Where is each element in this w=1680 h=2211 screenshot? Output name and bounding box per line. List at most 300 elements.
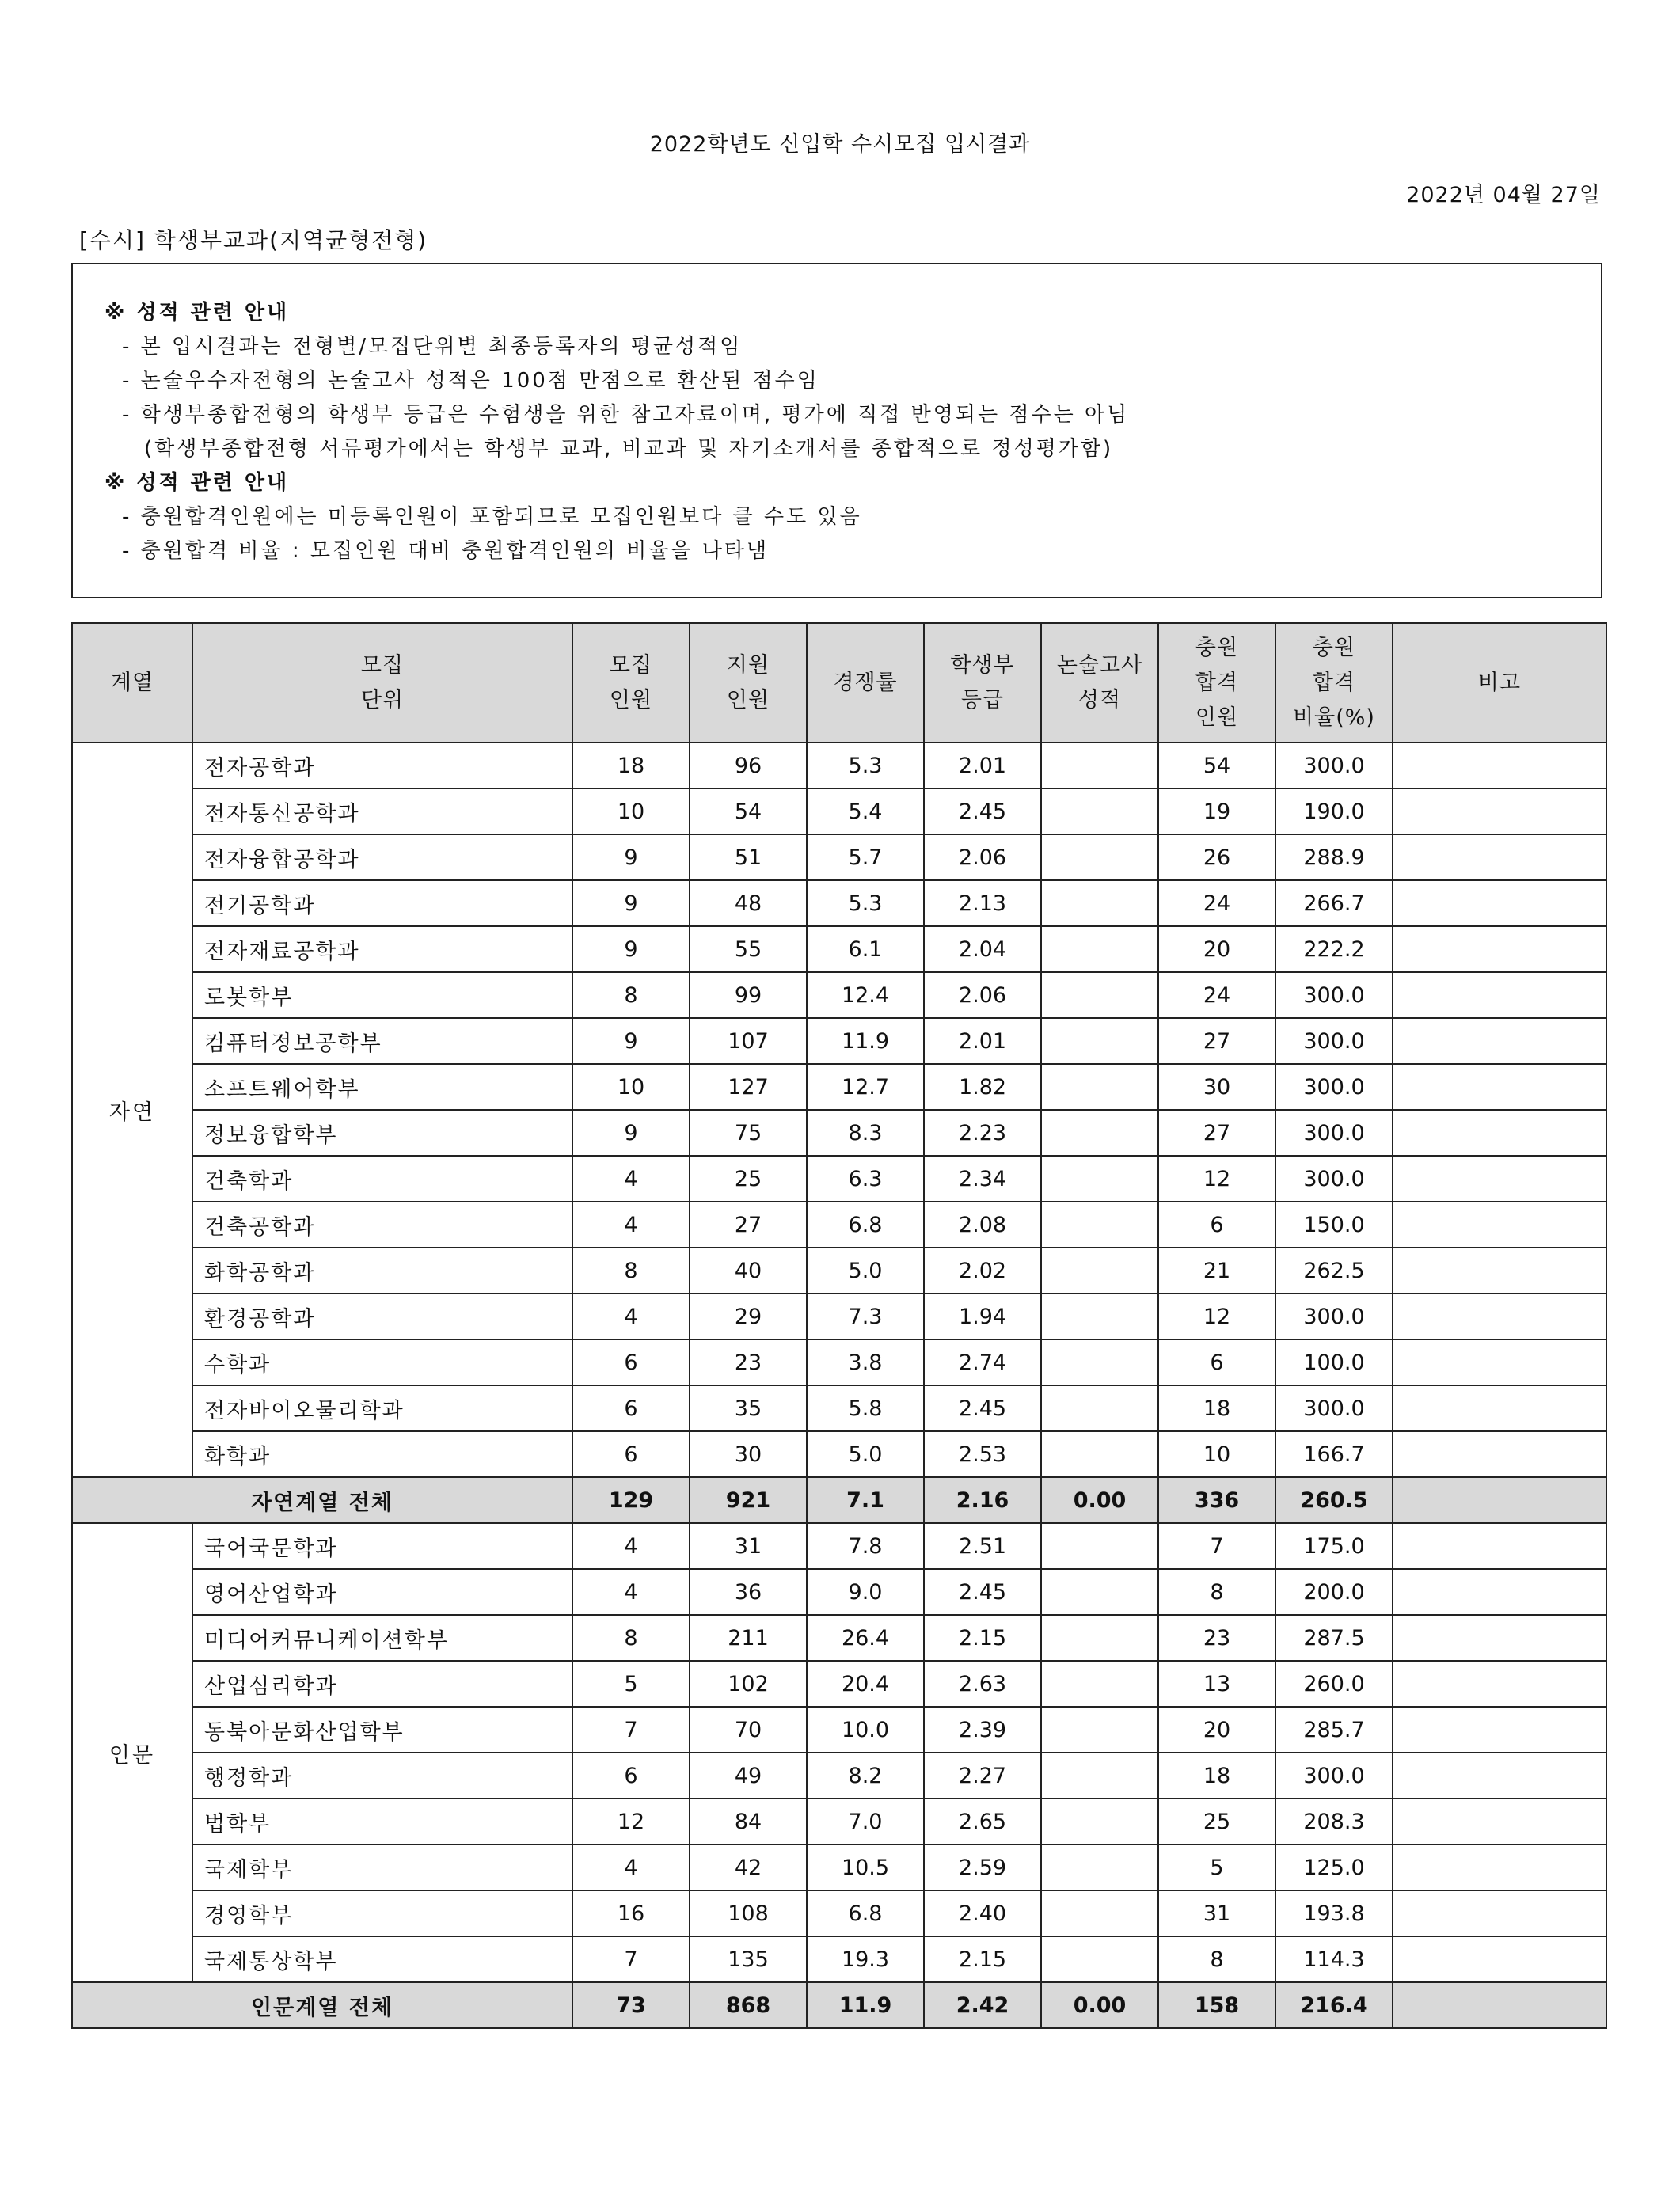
grade-cell: 2.59: [924, 1844, 1041, 1890]
applicants-cell: 31: [690, 1523, 807, 1569]
dept-cell: 전자융합공학과: [192, 834, 572, 880]
grade-cell: 2.08: [924, 1202, 1041, 1248]
ratio-cell: 266.7: [1275, 880, 1393, 926]
table-header-row: [72, 623, 1606, 743]
applicants-cell: 54: [690, 788, 807, 834]
rate-cell: 6.8: [807, 1890, 924, 1936]
dept-cell: 산업심리학과: [192, 1661, 572, 1707]
note-cell: [1393, 834, 1606, 880]
essay-cell: [1041, 1248, 1158, 1294]
note-cell: [1393, 1385, 1606, 1431]
dept-cell: 국어국문학과: [192, 1523, 572, 1569]
applicants-cell: 108: [690, 1890, 807, 1936]
quota-cell: 4: [572, 1294, 690, 1339]
quota-cell: 10: [572, 788, 690, 834]
quota-cell: 12: [572, 1799, 690, 1844]
header-unit: 모집 단위: [192, 623, 572, 743]
applicants-cell: 96: [690, 743, 807, 788]
dept-cell: 동북아문화산업학부: [192, 1707, 572, 1753]
applicants-cell: 49: [690, 1753, 807, 1799]
ratio-cell: 166.7: [1275, 1431, 1393, 1477]
quota-cell: 10: [572, 1064, 690, 1110]
grade-cell: 2.02: [924, 1248, 1041, 1294]
applicants-cell: 135: [690, 1936, 807, 1982]
grade-cell: 2.51: [924, 1523, 1041, 1569]
dept-cell: 컴퓨터정보공학부: [192, 1018, 572, 1064]
essay-cell: [1041, 834, 1158, 880]
header-essay: 논술고사 성적: [1041, 623, 1158, 743]
grade-cell: 2.15: [924, 1936, 1041, 1982]
dept-cell: 국제학부: [192, 1844, 572, 1890]
note-cell: [1393, 743, 1606, 788]
total-note-cell: [1393, 1477, 1606, 1523]
total-label: 인문계열 전체: [72, 1982, 572, 2028]
extra-cell: 30: [1158, 1064, 1275, 1110]
grade-notice-heading: ※ 성적 관련 안내: [105, 301, 290, 325]
accept-notice-item: - 충원합격인원에는 미등록인원이 포함되므로 모집인원보다 클 수도 있음: [122, 505, 862, 529]
note-cell: [1393, 1202, 1606, 1248]
table-row: [72, 788, 1606, 834]
note-cell: [1393, 880, 1606, 926]
rate-cell: 5.0: [807, 1431, 924, 1477]
applicants-cell: 84: [690, 1799, 807, 1844]
header-grade: 학생부 등급: [924, 623, 1041, 743]
quota-cell: 9: [572, 880, 690, 926]
essay-cell: [1041, 1890, 1158, 1936]
applicants-cell: 99: [690, 972, 807, 1018]
category-cell: 자연: [72, 743, 192, 1477]
grade-cell: 2.13: [924, 880, 1041, 926]
ratio-cell: 300.0: [1275, 1018, 1393, 1064]
table-row: [72, 880, 1606, 926]
ratio-cell: 100.0: [1275, 1339, 1393, 1385]
dept-cell: 수학과: [192, 1339, 572, 1385]
rate-cell: 5.3: [807, 880, 924, 926]
total-quota-cell: 73: [572, 1982, 690, 2028]
header-applicants: 지원 인원: [690, 623, 807, 743]
extra-cell: 8: [1158, 1569, 1275, 1615]
table-row: [72, 1615, 1606, 1661]
extra-cell: 18: [1158, 1753, 1275, 1799]
essay-cell: [1041, 1064, 1158, 1110]
ratio-cell: 200.0: [1275, 1569, 1393, 1615]
extra-cell: 27: [1158, 1018, 1275, 1064]
rate-cell: 12.7: [807, 1064, 924, 1110]
applicants-cell: 30: [690, 1431, 807, 1477]
note-cell: [1393, 1294, 1606, 1339]
total-label: 자연계열 전체: [72, 1477, 572, 1523]
applicants-cell: 102: [690, 1661, 807, 1707]
applicants-cell: 42: [690, 1844, 807, 1890]
extra-cell: 20: [1158, 1707, 1275, 1753]
grade-cell: 1.94: [924, 1294, 1041, 1339]
total-extra-cell: 158: [1158, 1982, 1275, 2028]
note-cell: [1393, 1707, 1606, 1753]
grade-notice-item: - 본 입시결과는 전형별/모집단위별 최종등록자의 평균성적임: [122, 335, 743, 359]
note-cell: [1393, 1890, 1606, 1936]
extra-cell: 12: [1158, 1156, 1275, 1202]
table-row: [72, 1936, 1606, 1982]
note-cell: [1393, 1569, 1606, 1615]
ratio-cell: 300.0: [1275, 1110, 1393, 1156]
table-row: [72, 1339, 1606, 1385]
accept-notice-item: - 충원합격 비율 : 모집인원 대비 충원합격인원의 비율을 나타냄: [122, 539, 770, 563]
total-row: [72, 1982, 1606, 2028]
essay-cell: [1041, 1936, 1158, 1982]
grade-cell: 2.39: [924, 1707, 1041, 1753]
dept-cell: 행정학과: [192, 1753, 572, 1799]
dept-cell: 소프트웨어학부: [192, 1064, 572, 1110]
extra-cell: 19: [1158, 788, 1275, 834]
table-row: [72, 1110, 1606, 1156]
rate-cell: 5.8: [807, 1385, 924, 1431]
rate-cell: 7.8: [807, 1523, 924, 1569]
grade-cell: 2.01: [924, 1018, 1041, 1064]
essay-cell: [1041, 1339, 1158, 1385]
grade-cell: 2.15: [924, 1615, 1041, 1661]
table-row: [72, 1156, 1606, 1202]
ratio-cell: 287.5: [1275, 1615, 1393, 1661]
quota-cell: 6: [572, 1385, 690, 1431]
essay-cell: [1041, 1844, 1158, 1890]
rate-cell: 6.3: [807, 1156, 924, 1202]
rate-cell: 10.5: [807, 1844, 924, 1890]
total-applicants-cell: 868: [690, 1982, 807, 2028]
rate-cell: 8.2: [807, 1753, 924, 1799]
total-grade-cell: 2.16: [924, 1477, 1041, 1523]
quota-cell: 18: [572, 743, 690, 788]
extra-cell: 18: [1158, 1385, 1275, 1431]
quota-cell: 9: [572, 1110, 690, 1156]
total-note-cell: [1393, 1982, 1606, 2028]
table-row: [72, 1431, 1606, 1477]
quota-cell: 9: [572, 834, 690, 880]
extra-cell: 12: [1158, 1294, 1275, 1339]
essay-cell: [1041, 1294, 1158, 1339]
essay-cell: [1041, 1385, 1158, 1431]
total-applicants-cell: 921: [690, 1477, 807, 1523]
header-category: 계열: [72, 623, 192, 743]
extra-cell: 26: [1158, 834, 1275, 880]
dept-cell: 영어산업학과: [192, 1569, 572, 1615]
essay-cell: [1041, 1707, 1158, 1753]
extra-cell: 6: [1158, 1339, 1275, 1385]
quota-cell: 6: [572, 1431, 690, 1477]
essay-cell: [1041, 1431, 1158, 1477]
table-row: [72, 1385, 1606, 1431]
rate-cell: 5.0: [807, 1248, 924, 1294]
document-title: 2022학년도 신입학 수시모집 입시결과: [649, 132, 1031, 157]
note-cell: [1393, 972, 1606, 1018]
note-cell: [1393, 1615, 1606, 1661]
quota-cell: 8: [572, 1248, 690, 1294]
applicants-cell: 48: [690, 880, 807, 926]
ratio-cell: 175.0: [1275, 1523, 1393, 1569]
dept-cell: 화학공학과: [192, 1248, 572, 1294]
grade-cell: 2.01: [924, 743, 1041, 788]
applicants-cell: 70: [690, 1707, 807, 1753]
applicants-cell: 25: [690, 1156, 807, 1202]
extra-cell: 24: [1158, 972, 1275, 1018]
quota-cell: 7: [572, 1936, 690, 1982]
dept-cell: 전자바이오물리학과: [192, 1385, 572, 1431]
applicants-cell: 127: [690, 1064, 807, 1110]
ratio-cell: 193.8: [1275, 1890, 1393, 1936]
essay-cell: [1041, 972, 1158, 1018]
grade-cell: 2.06: [924, 972, 1041, 1018]
note-cell: [1393, 1339, 1606, 1385]
total-extra-cell: 336: [1158, 1477, 1275, 1523]
rate-cell: 19.3: [807, 1936, 924, 1982]
grade-cell: 2.06: [924, 834, 1041, 880]
rate-cell: 6.8: [807, 1202, 924, 1248]
extra-cell: 54: [1158, 743, 1275, 788]
extra-cell: 6: [1158, 1202, 1275, 1248]
essay-cell: [1041, 1569, 1158, 1615]
total-row: [72, 1477, 1606, 1523]
rate-cell: 7.3: [807, 1294, 924, 1339]
grade-cell: 2.45: [924, 1569, 1041, 1615]
quota-cell: 9: [572, 1018, 690, 1064]
note-cell: [1393, 1661, 1606, 1707]
essay-cell: [1041, 926, 1158, 972]
grade-cell: 2.65: [924, 1799, 1041, 1844]
ratio-cell: 114.3: [1275, 1936, 1393, 1982]
quota-cell: 4: [572, 1569, 690, 1615]
essay-cell: [1041, 1018, 1158, 1064]
table-row: [72, 1202, 1606, 1248]
ratio-cell: 300.0: [1275, 972, 1393, 1018]
grade-cell: 2.53: [924, 1431, 1041, 1477]
quota-cell: 8: [572, 1615, 690, 1661]
extra-cell: 23: [1158, 1615, 1275, 1661]
applicants-cell: 27: [690, 1202, 807, 1248]
note-cell: [1393, 1936, 1606, 1982]
document-date: 2022년 04월 27일: [1406, 183, 1601, 207]
extra-cell: 31: [1158, 1890, 1275, 1936]
quota-cell: 7: [572, 1707, 690, 1753]
rate-cell: 3.8: [807, 1339, 924, 1385]
quota-cell: 6: [572, 1339, 690, 1385]
essay-cell: [1041, 1661, 1158, 1707]
note-cell: [1393, 1799, 1606, 1844]
table-row: [72, 1753, 1606, 1799]
quota-cell: 6: [572, 1753, 690, 1799]
note-cell: [1393, 1110, 1606, 1156]
grade-cell: 1.82: [924, 1064, 1041, 1110]
applicants-cell: 36: [690, 1569, 807, 1615]
dept-cell: 정보융합학부: [192, 1110, 572, 1156]
table-row: [72, 1569, 1606, 1615]
applicants-cell: 75: [690, 1110, 807, 1156]
grade-cell: 2.23: [924, 1110, 1041, 1156]
note-cell: [1393, 788, 1606, 834]
table-row: [72, 1018, 1606, 1064]
extra-cell: 21: [1158, 1248, 1275, 1294]
quota-cell: 4: [572, 1156, 690, 1202]
grade-cell: 2.40: [924, 1890, 1041, 1936]
table-row: [72, 1844, 1606, 1890]
ratio-cell: 288.9: [1275, 834, 1393, 880]
dept-cell: 법학부: [192, 1799, 572, 1844]
essay-cell: [1041, 1156, 1158, 1202]
applicants-cell: 40: [690, 1248, 807, 1294]
table-row: [72, 743, 1606, 788]
rate-cell: 10.0: [807, 1707, 924, 1753]
rate-cell: 5.3: [807, 743, 924, 788]
ratio-cell: 125.0: [1275, 1844, 1393, 1890]
note-cell: [1393, 1064, 1606, 1110]
essay-cell: [1041, 1202, 1158, 1248]
table-row: [72, 1799, 1606, 1844]
quota-cell: 4: [572, 1202, 690, 1248]
header-competition: 경쟁률: [807, 623, 924, 743]
note-cell: [1393, 1431, 1606, 1477]
total-ratio-cell: 216.4: [1275, 1982, 1393, 2028]
ratio-cell: 300.0: [1275, 1753, 1393, 1799]
dept-cell: 전기공학과: [192, 880, 572, 926]
essay-cell: [1041, 1799, 1158, 1844]
rate-cell: 7.0: [807, 1799, 924, 1844]
grade-cell: 2.74: [924, 1339, 1041, 1385]
results-table: [71, 622, 1607, 2029]
note-cell: [1393, 1156, 1606, 1202]
note-cell: [1393, 1248, 1606, 1294]
section-title: [수시] 학생부교과(지역균형전형): [79, 227, 428, 253]
essay-cell: [1041, 1523, 1158, 1569]
table-row: [72, 1523, 1606, 1569]
dept-cell: 건축공학과: [192, 1202, 572, 1248]
total-essay-cell: 0.00: [1041, 1982, 1158, 2028]
accept-notice-heading: ※ 성적 관련 안내: [105, 471, 290, 495]
rate-cell: 12.4: [807, 972, 924, 1018]
quota-cell: 4: [572, 1523, 690, 1569]
dept-cell: 로봇학부: [192, 972, 572, 1018]
table-row: [72, 1064, 1606, 1110]
notice-box: [71, 263, 1602, 598]
extra-cell: 13: [1158, 1661, 1275, 1707]
ratio-cell: 300.0: [1275, 1294, 1393, 1339]
quota-cell: 5: [572, 1661, 690, 1707]
grade-notice-item: - 논술우수자전형의 논술고사 성적은 100점 만점으로 환산된 점수임: [122, 369, 819, 393]
ratio-cell: 300.0: [1275, 743, 1393, 788]
rate-cell: 5.4: [807, 788, 924, 834]
quota-cell: 9: [572, 926, 690, 972]
dept-cell: 경영학부: [192, 1890, 572, 1936]
applicants-cell: 55: [690, 926, 807, 972]
dept-cell: 건축학과: [192, 1156, 572, 1202]
dept-cell: 미디어커뮤니케이션학부: [192, 1615, 572, 1661]
total-grade-cell: 2.42: [924, 1982, 1041, 2028]
ratio-cell: 150.0: [1275, 1202, 1393, 1248]
rate-cell: 20.4: [807, 1661, 924, 1707]
applicants-cell: 211: [690, 1615, 807, 1661]
dept-cell: 국제통상학부: [192, 1936, 572, 1982]
note-cell: [1393, 926, 1606, 972]
ratio-cell: 222.2: [1275, 926, 1393, 972]
extra-cell: 10: [1158, 1431, 1275, 1477]
table-row: [72, 972, 1606, 1018]
total-quota-cell: 129: [572, 1477, 690, 1523]
table-row: [72, 1707, 1606, 1753]
applicants-cell: 35: [690, 1385, 807, 1431]
grade-cell: 2.63: [924, 1661, 1041, 1707]
ratio-cell: 300.0: [1275, 1064, 1393, 1110]
extra-cell: 25: [1158, 1799, 1275, 1844]
essay-cell: [1041, 788, 1158, 834]
dept-cell: 전자통신공학과: [192, 788, 572, 834]
header-quota: 모집 인원: [572, 623, 690, 743]
dept-cell: 전자재료공학과: [192, 926, 572, 972]
extra-cell: 8: [1158, 1936, 1275, 1982]
dept-cell: 전자공학과: [192, 743, 572, 788]
rate-cell: 9.0: [807, 1569, 924, 1615]
ratio-cell: 300.0: [1275, 1385, 1393, 1431]
rate-cell: 6.1: [807, 926, 924, 972]
applicants-cell: 107: [690, 1018, 807, 1064]
table-row: [72, 1248, 1606, 1294]
category-cell: 인문: [72, 1523, 192, 1982]
ratio-cell: 285.7: [1275, 1707, 1393, 1753]
quota-cell: 8: [572, 972, 690, 1018]
note-cell: [1393, 1523, 1606, 1569]
quota-cell: 16: [572, 1890, 690, 1936]
extra-cell: 27: [1158, 1110, 1275, 1156]
grade-cell: 2.34: [924, 1156, 1041, 1202]
extra-cell: 5: [1158, 1844, 1275, 1890]
note-cell: [1393, 1844, 1606, 1890]
dept-cell: 환경공학과: [192, 1294, 572, 1339]
essay-cell: [1041, 880, 1158, 926]
rate-cell: 5.7: [807, 834, 924, 880]
table-body: [72, 743, 1606, 2028]
total-rate-cell: 7.1: [807, 1477, 924, 1523]
rate-cell: 11.9: [807, 1018, 924, 1064]
ratio-cell: 190.0: [1275, 788, 1393, 834]
rate-cell: 26.4: [807, 1615, 924, 1661]
total-ratio-cell: 260.5: [1275, 1477, 1393, 1523]
table-row: [72, 1661, 1606, 1707]
header-note: 비고: [1393, 623, 1606, 743]
dept-cell: 화학과: [192, 1431, 572, 1477]
grade-cell: 2.04: [924, 926, 1041, 972]
rate-cell: 8.3: [807, 1110, 924, 1156]
essay-cell: [1041, 1615, 1158, 1661]
table-row: [72, 926, 1606, 972]
applicants-cell: 51: [690, 834, 807, 880]
header-extra-ratio: 충원 합격 비율(%): [1275, 623, 1393, 743]
note-cell: [1393, 1753, 1606, 1799]
grade-notice-item: - 학생부종합전형의 학생부 등급은 수험생을 위한 참고자료이며, 평가에 직접 반영되는 점수는 아님: [122, 403, 1130, 427]
table-row: [72, 1294, 1606, 1339]
essay-cell: [1041, 743, 1158, 788]
extra-cell: 7: [1158, 1523, 1275, 1569]
grade-cell: 2.27: [924, 1753, 1041, 1799]
grade-cell: 2.45: [924, 788, 1041, 834]
table-row: [72, 1890, 1606, 1936]
grade-cell: 2.45: [924, 1385, 1041, 1431]
essay-cell: [1041, 1753, 1158, 1799]
quota-cell: 4: [572, 1844, 690, 1890]
table-row: [72, 834, 1606, 880]
essay-cell: [1041, 1110, 1158, 1156]
note-cell: [1393, 1018, 1606, 1064]
total-rate-cell: 11.9: [807, 1982, 924, 2028]
total-essay-cell: 0.00: [1041, 1477, 1158, 1523]
applicants-cell: 23: [690, 1339, 807, 1385]
ratio-cell: 262.5: [1275, 1248, 1393, 1294]
extra-cell: 20: [1158, 926, 1275, 972]
